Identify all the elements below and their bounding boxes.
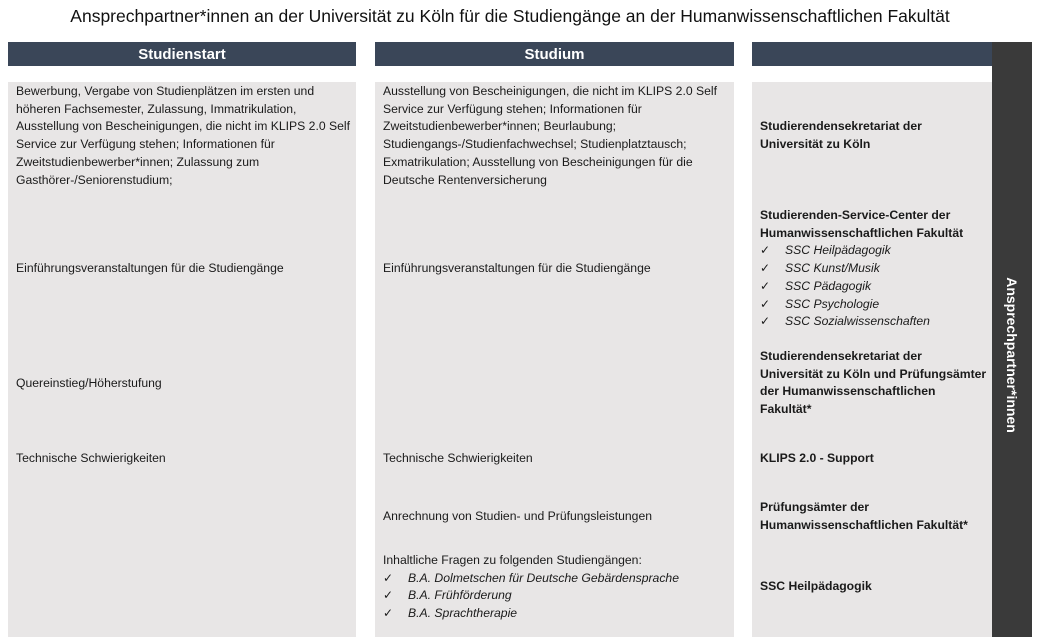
list-item: ✓ SSC Heilpädagogik xyxy=(760,242,990,260)
column-header-contacts xyxy=(752,42,992,66)
row4-studium: Technische Schwierigkeiten xyxy=(383,451,533,465)
row1-studienstart: Bewerbung, Vergabe von Studienplätzen im ersten und höheren Fachsemester, Zulassung, Immatrikulation, Ausstellung von Bescheinigungen, die nicht im KLIPS 2.0 Self Service zur Verfügung stehen; Informationen für Zweitstudienbewerber*innen; Zulassung zum Gasthörer-/Seniorenstudium; xyxy=(16,84,351,187)
row6-contact: SSC Heilpädagogik xyxy=(760,579,872,593)
row3-contact: Studierendensekretariat der Universität zu Köln und Prüfungsämter der Humanwissenschaftlichen Fakultät* xyxy=(760,349,987,417)
row5-studium: Anrechnung von Studien- und Prüfungsleistungen xyxy=(383,509,652,523)
checkmark-icon: ✓ xyxy=(760,296,771,311)
row4-contact: KLIPS 2.0 - Support xyxy=(760,451,874,465)
checkmark-icon: ✓ xyxy=(383,606,394,621)
programs-list xyxy=(383,570,728,623)
row6-studium: Inhaltliche Fragen zu folgenden Studiengängen: xyxy=(383,553,642,567)
checkmark-icon: ✓ xyxy=(383,588,394,603)
list-item: ✓ SSC Sozialwissenschaften xyxy=(760,313,990,331)
row2-studium: Einführungsveranstaltungen für die Studiengänge xyxy=(383,261,651,275)
row4-studienstart: Technische Schwierigkeiten xyxy=(16,451,166,465)
row2-contact-block xyxy=(760,207,990,331)
list-item: ✓ SSC Pädagogik xyxy=(760,278,990,296)
row3-studienstart: Quereinstieg/Höherstufung xyxy=(16,376,162,390)
side-bar-top xyxy=(992,42,1032,187)
checkmark-icon: ✓ xyxy=(760,314,771,329)
ssc-list xyxy=(760,242,990,331)
checkmark-icon: ✓ xyxy=(760,278,771,293)
page-title: Ansprechpartner*innen an der Universität zu Köln für die Studiengänge an der Humanwissenschaftlichen Fakultät xyxy=(70,6,950,26)
list-item: ✓ B.A. Frühförderung xyxy=(383,587,728,605)
row2-contact: Studierenden-Service-Center der Humanwissenschaftlichen Fakultät xyxy=(760,208,964,240)
row1-studium: Ausstellung von Bescheinigungen, die nicht im KLIPS 2.0 Self Service zur Verfügung stehen; Informationen für Zweitstudienbewerber*innen; Beurlaubung; Studiengangs-/Studienfachwechsel; Studienplatztausch; Exmatrikulation; Ausstellung von Bescheinigungen für die Deutsche Rentenversicherung xyxy=(383,84,718,187)
list-item: ✓ SSC Psychologie xyxy=(760,296,990,314)
column-header-studium: Studium xyxy=(375,42,734,66)
row6-studium-block xyxy=(383,552,728,623)
column-header-studienstart: Studienstart xyxy=(8,42,356,66)
contacts-label-text: Ansprechpartner*innen xyxy=(1004,277,1020,433)
checkmark-icon: ✓ xyxy=(383,570,394,585)
checkmark-icon: ✓ xyxy=(760,261,771,276)
row5-contact: Prüfungsämter der Humanwissenschaftlichen Fakultät* xyxy=(760,500,968,532)
row1-contact: Studierendensekretariat der Universität zu Köln xyxy=(760,119,922,151)
contacts-vertical-label xyxy=(994,190,1030,520)
row2-studienstart: Einführungsveranstaltungen für die Studiengänge xyxy=(16,261,284,275)
list-item: ✓ SSC Kunst/Musik xyxy=(760,260,990,278)
list-item: ✓ B.A. Dolmetschen für Deutsche Gebärdensprache xyxy=(383,570,728,588)
checkmark-icon: ✓ xyxy=(760,243,771,258)
list-item: ✓ B.A. Sprachtherapie xyxy=(383,605,728,623)
